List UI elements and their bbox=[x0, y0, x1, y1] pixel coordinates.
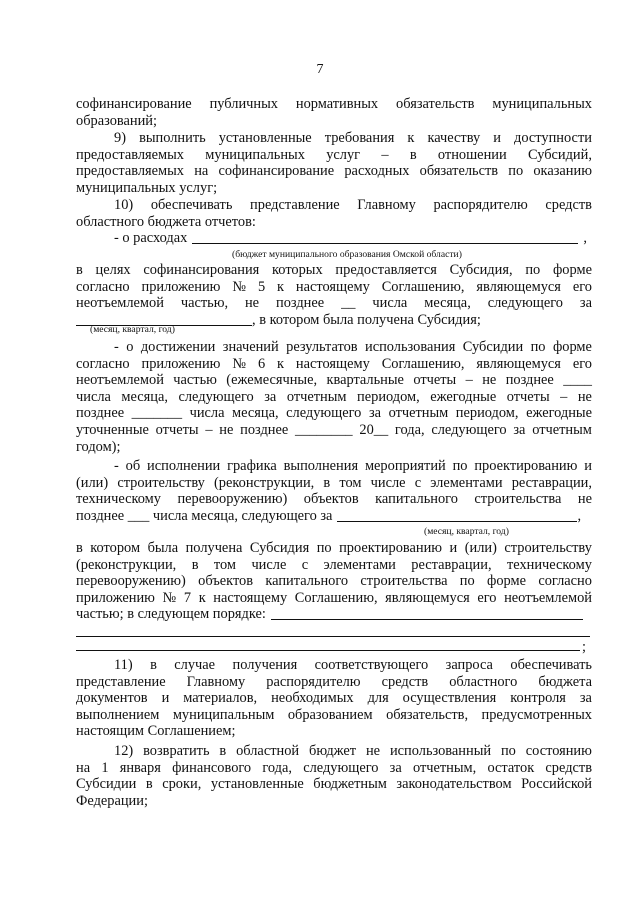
word: распорядителю bbox=[266, 673, 361, 690]
word: и bbox=[584, 458, 592, 474]
word: на bbox=[76, 759, 91, 776]
word: проектированию bbox=[474, 458, 578, 474]
word: 6 bbox=[257, 355, 266, 372]
word: достижении bbox=[140, 339, 216, 355]
word: качеству bbox=[427, 130, 481, 146]
word: и bbox=[161, 690, 170, 707]
order-blank-line-3[interactable] bbox=[76, 650, 580, 651]
word: осуществления bbox=[402, 690, 497, 707]
word: следующего bbox=[286, 405, 362, 422]
word: элементами bbox=[430, 474, 503, 491]
word: была bbox=[147, 540, 179, 556]
word: являющемуся bbox=[385, 589, 470, 606]
text-line: Федерации; bbox=[76, 792, 148, 809]
text-line: областного бюджета отчетов: bbox=[76, 213, 256, 230]
word: выполнить bbox=[139, 130, 206, 146]
word: строительству bbox=[117, 474, 205, 491]
word: года, bbox=[394, 421, 425, 438]
word: предоставляется bbox=[335, 262, 437, 278]
text-line: частью; в следующем порядке: bbox=[76, 606, 266, 623]
report-expenses: - о расходах , bbox=[114, 230, 587, 246]
word: распорядителю bbox=[433, 197, 528, 213]
word: согласно bbox=[538, 573, 592, 590]
text-line bbox=[114, 743, 592, 760]
word: которых bbox=[272, 262, 323, 278]
word: являющемуся bbox=[476, 278, 561, 295]
word: числа bbox=[189, 405, 225, 422]
word: состоянию bbox=[525, 743, 592, 759]
text-line bbox=[76, 356, 592, 373]
word: периодом, bbox=[357, 388, 420, 405]
word: бюджета bbox=[538, 673, 592, 690]
word: форме bbox=[552, 339, 592, 355]
word: с bbox=[301, 556, 309, 573]
word: случае bbox=[174, 657, 216, 673]
word: - bbox=[114, 339, 119, 355]
word: котором bbox=[90, 540, 141, 556]
word: услуг bbox=[326, 146, 361, 163]
word: неотъемлемой bbox=[76, 372, 164, 389]
text-line: муниципальных услуг; bbox=[76, 179, 218, 196]
word: софинансирование bbox=[218, 163, 335, 180]
word: месяца, bbox=[424, 295, 471, 312]
word: № bbox=[232, 278, 247, 295]
word: Субсидии bbox=[76, 776, 137, 793]
word: в bbox=[76, 540, 83, 556]
word: 12) bbox=[114, 743, 134, 759]
word: следующего bbox=[487, 295, 563, 312]
word: результатов bbox=[286, 339, 358, 355]
text-line: позднее ___ числа месяца, следующего за bbox=[76, 507, 333, 524]
word: возвратить bbox=[143, 743, 210, 759]
word: для bbox=[367, 690, 389, 707]
word: – bbox=[205, 421, 213, 438]
word: сроки, bbox=[162, 776, 202, 793]
text-line bbox=[76, 590, 592, 607]
word: не bbox=[365, 743, 381, 759]
word: выполнения bbox=[283, 458, 359, 474]
word: средств bbox=[545, 197, 592, 213]
word: не bbox=[244, 295, 260, 312]
text-line bbox=[76, 295, 592, 312]
paragraph-item-9 bbox=[76, 130, 592, 196]
word: в bbox=[76, 262, 83, 278]
word: (ежемесячные, bbox=[226, 372, 318, 389]
text-line bbox=[114, 657, 592, 674]
word: выполнением bbox=[76, 706, 160, 723]
word: приложению bbox=[76, 589, 155, 606]
word: – bbox=[381, 146, 389, 163]
word: __ bbox=[341, 295, 356, 312]
word: настоящему bbox=[295, 278, 370, 295]
word: софинансирование bbox=[76, 96, 192, 112]
paragraph-item-12 bbox=[76, 743, 592, 809]
word: отношении bbox=[437, 146, 507, 163]
text-line bbox=[114, 458, 592, 475]
word: областной bbox=[236, 743, 300, 759]
word: запроса bbox=[445, 657, 493, 673]
word: проектированию bbox=[339, 540, 443, 556]
text-line bbox=[76, 389, 592, 406]
word: получения bbox=[232, 657, 298, 673]
word: отчеты bbox=[506, 388, 550, 405]
word: по bbox=[500, 743, 516, 759]
word: 9) bbox=[114, 130, 126, 146]
word: настоящему bbox=[295, 355, 370, 372]
word: остаток bbox=[487, 759, 535, 776]
word: представление bbox=[76, 673, 166, 690]
word: периодом, bbox=[455, 405, 519, 422]
word: представление bbox=[250, 197, 340, 213]
word: об bbox=[125, 458, 141, 474]
word: настоящему bbox=[213, 589, 288, 606]
word: позднее bbox=[505, 372, 554, 389]
word: элементами bbox=[323, 556, 396, 573]
word: за bbox=[513, 421, 526, 438]
word: законодательством bbox=[396, 776, 512, 793]
semicolon: ; bbox=[582, 639, 586, 655]
word: графика bbox=[227, 458, 277, 474]
word: форме bbox=[552, 262, 592, 278]
word: финансового bbox=[172, 759, 252, 776]
text-line bbox=[76, 707, 592, 724]
word: по bbox=[525, 262, 541, 278]
word: по bbox=[316, 540, 332, 556]
word: 10) bbox=[114, 197, 134, 213]
word: неотъемлемой bbox=[76, 295, 164, 312]
schedule-body bbox=[76, 540, 592, 623]
text-line: образований; bbox=[76, 112, 157, 129]
word: получена bbox=[185, 540, 243, 556]
word: числе bbox=[251, 556, 287, 573]
word: Субсидия, bbox=[449, 262, 513, 278]
word: предусмотренных bbox=[481, 706, 592, 723]
budget-caption: (бюджет муниципального образования Омской области) bbox=[232, 249, 462, 260]
word: и bbox=[449, 540, 458, 556]
word: строительства bbox=[474, 491, 562, 508]
word: мероприятий bbox=[364, 458, 446, 474]
word: в bbox=[191, 556, 199, 573]
text-line bbox=[76, 96, 592, 113]
text-line bbox=[114, 130, 592, 147]
word: средств bbox=[381, 673, 429, 690]
word: (или) bbox=[76, 474, 109, 491]
word: софинансирования bbox=[143, 262, 260, 278]
word: не bbox=[577, 491, 592, 508]
word: в bbox=[150, 657, 157, 673]
paragraph-cofinancing bbox=[76, 96, 592, 129]
word: по bbox=[459, 573, 475, 590]
period-caption: (месяц, квартал, год) bbox=[90, 324, 175, 335]
word: установленные bbox=[210, 776, 304, 793]
word: следующего bbox=[303, 759, 379, 776]
word: образованием bbox=[287, 706, 373, 723]
report-achievements bbox=[76, 339, 592, 455]
word: капитального bbox=[265, 573, 349, 590]
word: Российской bbox=[521, 776, 592, 793]
word: позднее bbox=[276, 295, 325, 312]
word: ________ bbox=[295, 421, 353, 438]
word: – bbox=[465, 372, 473, 389]
word: техническому bbox=[76, 491, 161, 508]
order-blank-line-2[interactable] bbox=[76, 636, 590, 637]
word: форме bbox=[487, 573, 526, 590]
word: отчетным bbox=[286, 388, 347, 405]
word: позднее bbox=[76, 405, 125, 422]
word: предоставляемых bbox=[76, 163, 184, 180]
word: соответствующего bbox=[314, 657, 429, 673]
schedule-period-blank-field[interactable] bbox=[337, 508, 577, 522]
word: уточненные bbox=[76, 421, 149, 438]
word: объектов bbox=[198, 573, 254, 590]
word: в bbox=[145, 776, 153, 793]
word: значений bbox=[222, 339, 279, 355]
text-line: настоящим Соглашением; bbox=[76, 723, 236, 740]
budget-blank-field[interactable] bbox=[192, 230, 578, 244]
text-line bbox=[114, 339, 592, 356]
word: в bbox=[219, 743, 227, 759]
word: его bbox=[572, 278, 592, 295]
word: контроля bbox=[510, 690, 566, 707]
word: средств bbox=[545, 759, 592, 776]
text-line bbox=[76, 491, 592, 508]
word: с bbox=[414, 474, 422, 491]
word: числа bbox=[76, 388, 111, 405]
word: техническому bbox=[506, 556, 592, 573]
text-line bbox=[76, 760, 592, 777]
text-line bbox=[76, 540, 592, 557]
word: частью, bbox=[180, 295, 229, 312]
word: за bbox=[264, 388, 277, 405]
word: отчеты bbox=[413, 372, 457, 389]
word: квартальные bbox=[326, 372, 404, 389]
word: Главному bbox=[186, 673, 246, 690]
word: его bbox=[572, 355, 592, 372]
word: бюджетным bbox=[313, 776, 387, 793]
word: за bbox=[389, 759, 402, 776]
word: Соглашению, bbox=[381, 355, 465, 372]
word: согласно bbox=[76, 355, 130, 372]
word: месяца, bbox=[121, 388, 168, 405]
word: объектов bbox=[303, 491, 359, 508]
word: муниципальных bbox=[492, 96, 592, 112]
word: отчетным bbox=[532, 421, 592, 438]
word: частью bbox=[173, 372, 217, 389]
word: за bbox=[579, 690, 592, 707]
word: следующего bbox=[178, 388, 254, 405]
word: числе bbox=[370, 474, 406, 491]
word: не bbox=[482, 372, 497, 389]
word: _______ bbox=[131, 405, 183, 422]
word: в bbox=[409, 146, 417, 163]
word: Соглашению, bbox=[294, 589, 378, 606]
word: о bbox=[126, 339, 134, 355]
word: муниципальных bbox=[205, 146, 305, 163]
word: года, bbox=[262, 759, 292, 776]
word: являющемуся bbox=[476, 355, 561, 372]
text-line bbox=[76, 279, 592, 296]
word: реставрации, bbox=[411, 556, 492, 573]
word: перевооружению) bbox=[177, 491, 288, 508]
word: строительству bbox=[504, 540, 592, 556]
expenses-body bbox=[76, 262, 592, 328]
text-line bbox=[76, 163, 592, 180]
word: по bbox=[508, 163, 524, 180]
word: его bbox=[477, 589, 497, 606]
word: предоставляемых bbox=[76, 146, 184, 163]
word: доступности bbox=[514, 130, 592, 146]
word: 11) bbox=[114, 657, 133, 673]
word: не bbox=[577, 388, 592, 405]
word: № bbox=[162, 589, 177, 606]
word: января bbox=[119, 759, 161, 776]
word: отчеты bbox=[155, 421, 199, 438]
word: Субсидий, bbox=[527, 146, 592, 163]
schedule-period-caption: (месяц, квартал, год) bbox=[424, 526, 509, 537]
word: за bbox=[368, 405, 382, 422]
word: и bbox=[493, 130, 501, 146]
word: 20__ bbox=[359, 421, 389, 438]
word: целях bbox=[95, 262, 131, 278]
word: использованный bbox=[389, 743, 492, 759]
word: установленные bbox=[218, 130, 312, 146]
word: нормативных bbox=[295, 96, 379, 112]
word: на bbox=[194, 163, 209, 180]
word: числа bbox=[372, 295, 408, 312]
word: материалов, bbox=[183, 690, 258, 707]
word: том bbox=[339, 474, 362, 491]
word: реставрации, bbox=[511, 474, 592, 491]
text-line bbox=[76, 674, 592, 691]
word: требования bbox=[324, 130, 395, 146]
word: по bbox=[452, 458, 468, 474]
word: Соглашению, bbox=[381, 278, 465, 295]
word: обеспечивать bbox=[150, 197, 233, 213]
word: за bbox=[579, 295, 592, 312]
word: к bbox=[277, 278, 285, 295]
word: к bbox=[277, 355, 285, 372]
word: к bbox=[198, 589, 206, 606]
word: обязательств bbox=[396, 96, 475, 112]
word: необходимых bbox=[271, 690, 354, 707]
word: 7 bbox=[183, 589, 192, 606]
word: ____ bbox=[563, 372, 592, 389]
text-line bbox=[76, 405, 592, 422]
word: - bbox=[114, 458, 119, 474]
paragraph-item-10 bbox=[76, 197, 592, 230]
word: месяца, bbox=[232, 405, 279, 422]
word: 5 bbox=[257, 278, 266, 295]
text-line bbox=[76, 262, 592, 279]
word: публичных bbox=[209, 96, 278, 112]
order-blank-field[interactable] bbox=[271, 606, 583, 620]
text-line bbox=[76, 372, 592, 389]
word: 1 bbox=[101, 759, 109, 776]
word: строительства bbox=[360, 573, 448, 590]
word: том bbox=[213, 556, 237, 573]
word: приложению bbox=[141, 355, 221, 372]
word: капитального bbox=[375, 491, 458, 508]
word: позднее bbox=[240, 421, 289, 438]
text-line bbox=[76, 776, 592, 793]
word: Главному bbox=[357, 197, 416, 213]
word: к bbox=[407, 130, 415, 146]
word: приложению bbox=[141, 278, 221, 295]
word: (или) bbox=[464, 540, 497, 556]
word: областного bbox=[449, 673, 518, 690]
paragraph-item-11 bbox=[76, 657, 592, 740]
page-number: 7 bbox=[316, 62, 324, 77]
word: (реконструкции, bbox=[76, 556, 177, 573]
text-line bbox=[76, 573, 592, 590]
text-line bbox=[76, 422, 592, 439]
text-line bbox=[76, 147, 592, 164]
word: не bbox=[219, 421, 234, 438]
word: отчетным bbox=[388, 405, 449, 422]
word: ежегодные bbox=[430, 388, 497, 405]
word: расходных bbox=[344, 163, 410, 180]
word: в bbox=[323, 474, 331, 491]
expenses-label: - о расходах bbox=[114, 230, 188, 246]
word: неотъемлемой bbox=[504, 589, 592, 606]
word: бюджет bbox=[309, 743, 357, 759]
word: документов bbox=[76, 690, 148, 707]
text-line bbox=[76, 690, 592, 707]
word: муниципальным bbox=[172, 706, 275, 723]
word: оказанию bbox=[533, 163, 592, 180]
word: перевооружению) bbox=[76, 573, 186, 590]
word: обеспечивать bbox=[510, 657, 592, 673]
word: исполнении bbox=[147, 458, 221, 474]
word: Субсидия bbox=[249, 540, 310, 556]
word: Субсидии bbox=[462, 339, 524, 355]
text-line: годом); bbox=[76, 438, 121, 455]
word: следующего bbox=[431, 421, 507, 438]
word: ежегодные bbox=[526, 405, 592, 422]
word: – bbox=[560, 388, 568, 405]
word: согласно bbox=[76, 278, 130, 295]
word: обязательств, bbox=[386, 706, 469, 723]
text-line bbox=[76, 557, 592, 574]
word: использования bbox=[365, 339, 456, 355]
word: (реконструкции, bbox=[214, 474, 315, 491]
report-schedule: - об исполнении графика выполнения мероприятий по проектированию и (или) строительству (реконструкции, в том числе с элементами реставрации, техническому перевооружению) объектов капитального строительства не позднее ___ числа месяца, следующего за , bbox=[76, 458, 592, 524]
text-line bbox=[114, 197, 592, 214]
text-line: , в котором была получена Субсидия; bbox=[252, 311, 481, 328]
word: по bbox=[530, 339, 546, 355]
word: обязательств bbox=[419, 163, 499, 180]
word: № bbox=[232, 355, 247, 372]
word: отчетным, bbox=[412, 759, 477, 776]
text-line bbox=[76, 475, 592, 492]
